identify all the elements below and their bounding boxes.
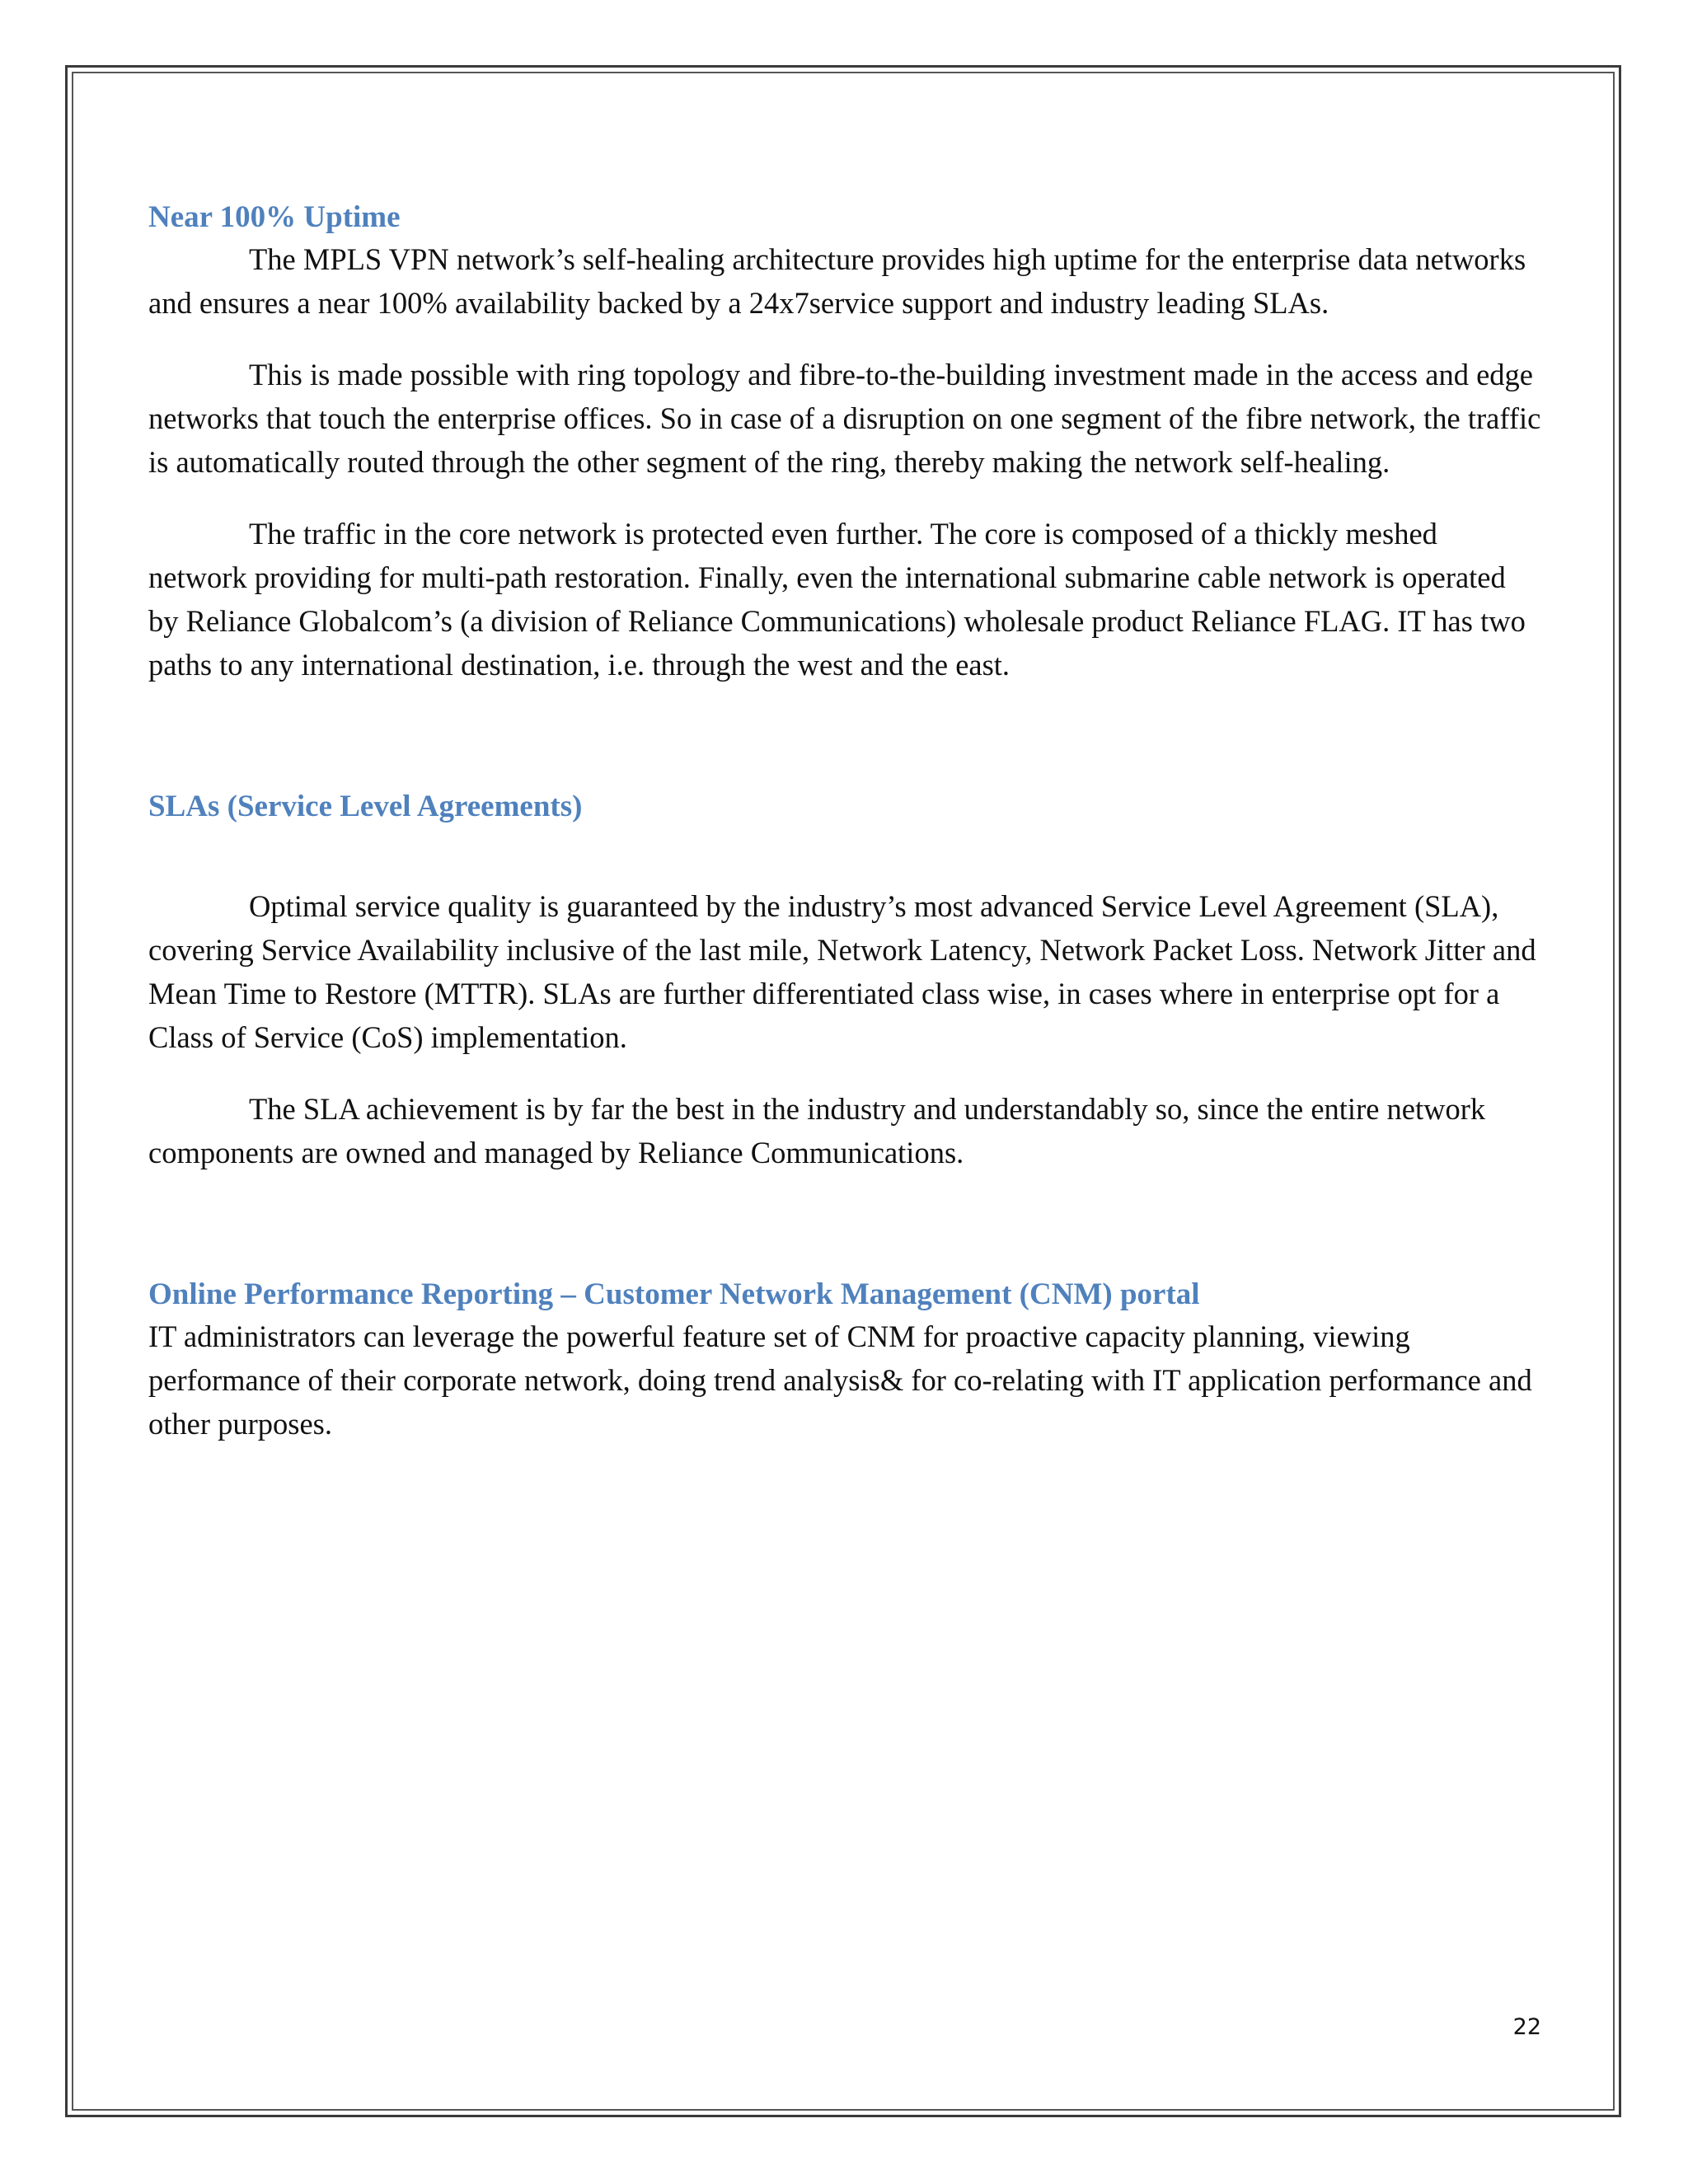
paragraph-uptime-3: The traffic in the core network is protected even further. The core is composed of a thickly meshed network providing for multi-path restoration. Finally, even the international submarine cable network is operated by Reliance Globalcom’s (a division of Reliance Communications) wholesale product Reliance FLAG. IT has two paths to any international destination, i.e. through the west and the east.	[148, 517, 1526, 682]
section-uptime	[148, 198, 1541, 687]
paragraph-uptime-2: This is made possible with ring topology and fibre-to-the-building investment made in the access and edge networks that touch the enterprise offices. So in case of a disruption on one segment of the fibre network, the traffic is automatically routed through the other segment of the ring, thereby making the network self-healing.	[148, 358, 1541, 479]
paragraph-slas-1: Optimal service quality is guaranteed by the industry’s most advanced Service Level Agreement (SLA), covering Service Availability inclusive of the last mile, Network Latency, Network Packet Loss. Network Jitter and Mean Time to Restore (MTTR). SLAs are further differentiated class wise, in cases where in enterprise opt for a Class of Service (CoS) implementation.	[148, 889, 1536, 1054]
paragraph-slas-2: The SLA achievement is by far the best in the industry and understandably so, since the entire network components are owned and managed by Reliance Communications.	[148, 1092, 1486, 1169]
section-slas	[148, 787, 1541, 1174]
paragraph-cnm-1: IT administrators can leverage the powerful feature set of CNM for proactive capacity planning, viewing performance of their corporate network, doing trend analysis& for co-relating with IT application performance and other purposes.	[148, 1319, 1532, 1441]
section-heading-slas: SLAs (Service Level Agreements)	[148, 790, 583, 823]
section-cnm	[148, 1275, 1541, 1446]
section-heading-uptime: Near 100% Uptime	[148, 200, 401, 234]
paragraph-uptime-1: The MPLS VPN network’s self-healing architecture provides high uptime for the enterprise data networks and ensures a near 100% availability backed by a 24x7service support and industry leading SLAs.	[148, 242, 1526, 320]
section-heading-cnm: Online Performance Reporting – Customer Network Management (CNM) portal	[148, 1277, 1200, 1311]
document-body	[148, 198, 1541, 1446]
page-number: 22	[1512, 2014, 1541, 2040]
